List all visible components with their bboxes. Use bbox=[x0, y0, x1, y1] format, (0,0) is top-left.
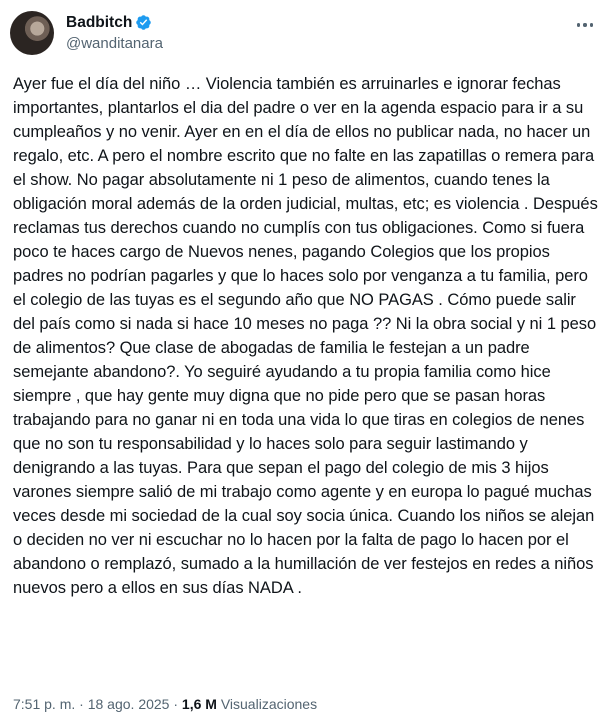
meta-separator: · bbox=[75, 696, 88, 712]
more-dots-icon bbox=[577, 23, 580, 26]
more-options-button[interactable] bbox=[574, 14, 596, 36]
views-count: 1,6 M bbox=[181, 696, 217, 712]
tweet-text: Ayer fue el día del niño … Violencia también es arruinarles e ignorar fechas importantes, plantarlos el dia del padre o ver en la agenda espacio para ir a su cumpleaños y no venir. Ayer en en el día de ellos no publicar nada, no hacer un regalo, etc. A pero el nombre escrito que no falte en las zapatillas o remera para el show. No pagar absolutamente ni 1 peso de alimentos, cuando tenes la obligación moral además de la orden judicial, multas, etc; es violencia . Después reclamas tus derechos cuando no cumplís con tus obligaciones. Como si fuera poco te haces cargo de Nuevos nenes, pagando Colegios que los propios padres no podrían pagarles y que lo haces solo por venganza a tu familia, pero el colegio de las tuyas es el segundo año que NO PAGAS . Cómo puede salir del país como si nada si hace 10 meses no paga ?? Ni la obra social y ni 1 peso de alimentos? Que clase de abogadas de familia le festejan a un padre semejante abandono?. Yo seguiré ayudando a tu propia familia como hice siempre , que hay gente muy digna que no pide pero que se pasan horas trabajando para no ganar ni en toda una vida lo que tiras en colegios de nenes que no son tu responsabilidad y lo haces solo para seguir lastimando y denigrando a las tuyas. Para que sepan el pago del colegio de mis 3 hijos varones siempre salió de mi trabajo como agente y en europa lo pagué muchas veces desde mi sociedad de la cual soy socia única. Cuando los niños se alejan o deciden no ver ni escuchar no lo hacen por la falta de pago lo hacen por el abandono o remplazó, sumado a la humillación de ver festejos en redes a niños nuevos pero a ellos en sus días NADA . bbox=[13, 75, 598, 597]
author-names bbox=[66, 13, 163, 54]
tweet-meta bbox=[13, 694, 317, 714]
more-dots-icon bbox=[590, 23, 593, 26]
tweet-date[interactable]: 18 ago. 2025 bbox=[87, 696, 170, 712]
views-label: Visualizaciones bbox=[220, 696, 318, 712]
tweet-time[interactable]: 7:51 p. m. bbox=[13, 696, 76, 712]
tweet-header bbox=[8, 8, 598, 58]
display-name[interactable]: Badbitch bbox=[66, 13, 133, 31]
meta-separator: · bbox=[169, 696, 182, 712]
author-handle[interactable]: @wanditanara bbox=[66, 34, 163, 52]
verified-badge-icon bbox=[135, 14, 152, 31]
avatar[interactable] bbox=[10, 11, 54, 55]
more-dots-icon bbox=[583, 23, 586, 26]
name-row bbox=[66, 13, 163, 33]
